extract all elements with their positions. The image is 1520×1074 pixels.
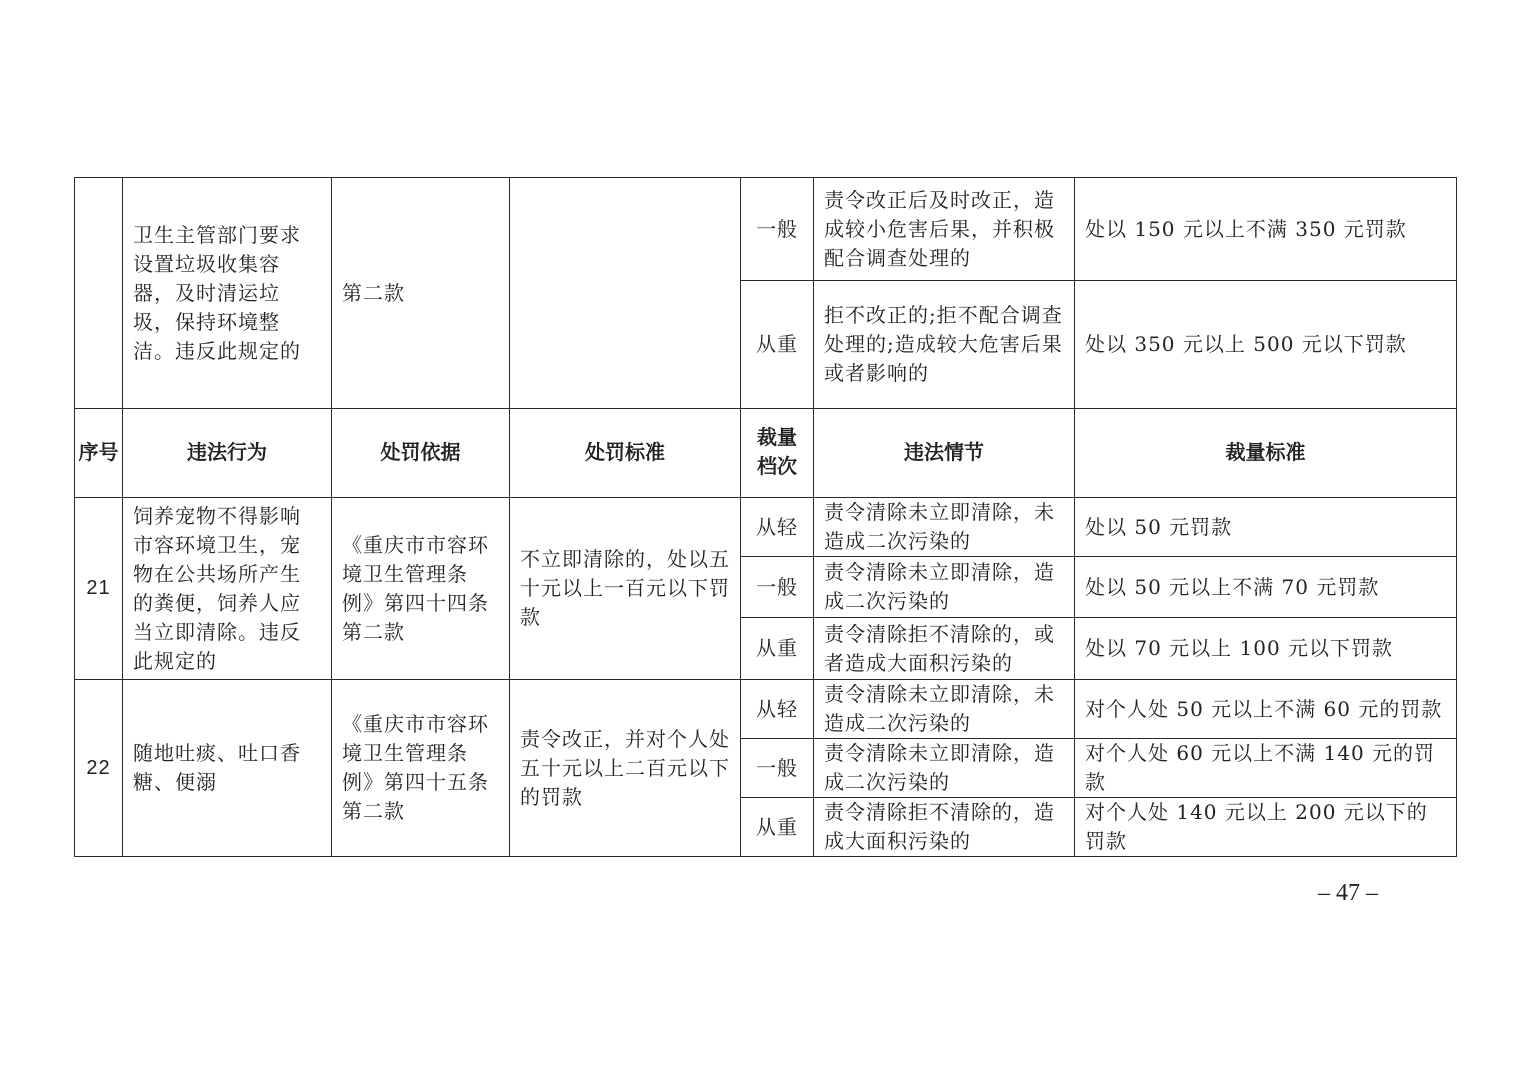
table-row — [75, 178, 1457, 281]
level-cell: 从重 — [741, 798, 814, 857]
header-seq: 序号 — [75, 409, 123, 498]
circumstance-cell: 拒不改正的;拒不配合调查处理的;造成较大危害后果或者影响的 — [814, 281, 1075, 409]
penalty-cell: 对个人处 60 元以上不满 140 元的罚款 — [1075, 739, 1457, 798]
page-number: – 47 – — [1318, 880, 1378, 906]
header-standard: 处罚标准 — [510, 409, 741, 498]
circumstance-cell: 责令清除拒不清除的，或者造成大面积污染的 — [814, 618, 1075, 680]
header-circumstance: 违法情节 — [814, 409, 1075, 498]
seq-cell: 21 — [75, 498, 123, 680]
header-penalty: 裁量标准 — [1075, 409, 1457, 498]
level-cell: 从重 — [741, 281, 814, 409]
circumstance-cell: 责令清除未立即清除，造成二次污染的 — [814, 739, 1075, 798]
header-level: 裁量档次 — [741, 409, 814, 498]
act-cell: 卫生主管部门要求设置垃圾收集容器，及时清运垃圾，保持环境整洁。违反此规定的 — [123, 178, 332, 409]
penalty-table — [74, 177, 1457, 857]
level-cell: 从重 — [741, 618, 814, 680]
standard-cell — [510, 178, 741, 409]
circumstance-cell: 责令清除未立即清除，造成二次污染的 — [814, 557, 1075, 618]
penalty-cell: 处以 50 元以上不满 70 元罚款 — [1075, 557, 1457, 618]
penalty-cell: 处以 150 元以上不满 350 元罚款 — [1075, 178, 1457, 281]
act-cell: 饲养宠物不得影响市容环境卫生，宠物在公共场所产生的粪便，饲养人应当立即清除。违反此规定的 — [123, 498, 332, 680]
standard-cell: 责令改正，并对个人处五十元以上二百元以下的罚款 — [510, 680, 741, 857]
level-cell: 一般 — [741, 739, 814, 798]
circumstance-cell: 责令清除未立即清除，未造成二次污染的 — [814, 680, 1075, 739]
penalty-cell: 处以 70 元以上 100 元以下罚款 — [1075, 618, 1457, 680]
table-row — [75, 498, 1457, 557]
act-cell: 随地吐痰、吐口香糖、便溺 — [123, 680, 332, 857]
penalty-cell: 处以 50 元罚款 — [1075, 498, 1457, 557]
header-act: 违法行为 — [123, 409, 332, 498]
header-basis: 处罚依据 — [332, 409, 510, 498]
circumstance-cell: 责令清除拒不清除的，造成大面积污染的 — [814, 798, 1075, 857]
basis-cell: 第二款 — [332, 178, 510, 409]
penalty-cell: 对个人处 50 元以上不满 60 元的罚款 — [1075, 680, 1457, 739]
circumstance-cell: 责令改正后及时改正，造成较小危害后果，并积极配合调查处理的 — [814, 178, 1075, 281]
level-cell: 一般 — [741, 557, 814, 618]
level-cell: 从轻 — [741, 680, 814, 739]
level-cell: 一般 — [741, 178, 814, 281]
level-cell: 从轻 — [741, 498, 814, 557]
basis-cell: 《重庆市市容环境卫生管理条例》第四十四条第二款 — [332, 498, 510, 680]
penalty-cell: 对个人处 140 元以上 200 元以下的罚款 — [1075, 798, 1457, 857]
basis-cell: 《重庆市市容环境卫生管理条例》第四十五条第二款 — [332, 680, 510, 857]
table-row — [75, 680, 1457, 739]
seq-cell: 22 — [75, 680, 123, 857]
penalty-cell: 处以 350 元以上 500 元以下罚款 — [1075, 281, 1457, 409]
circumstance-cell: 责令清除未立即清除，未造成二次污染的 — [814, 498, 1075, 557]
standard-cell: 不立即清除的，处以五十元以上一百元以下罚款 — [510, 498, 741, 680]
table-header-row — [75, 409, 1457, 498]
seq-cell — [75, 178, 123, 409]
